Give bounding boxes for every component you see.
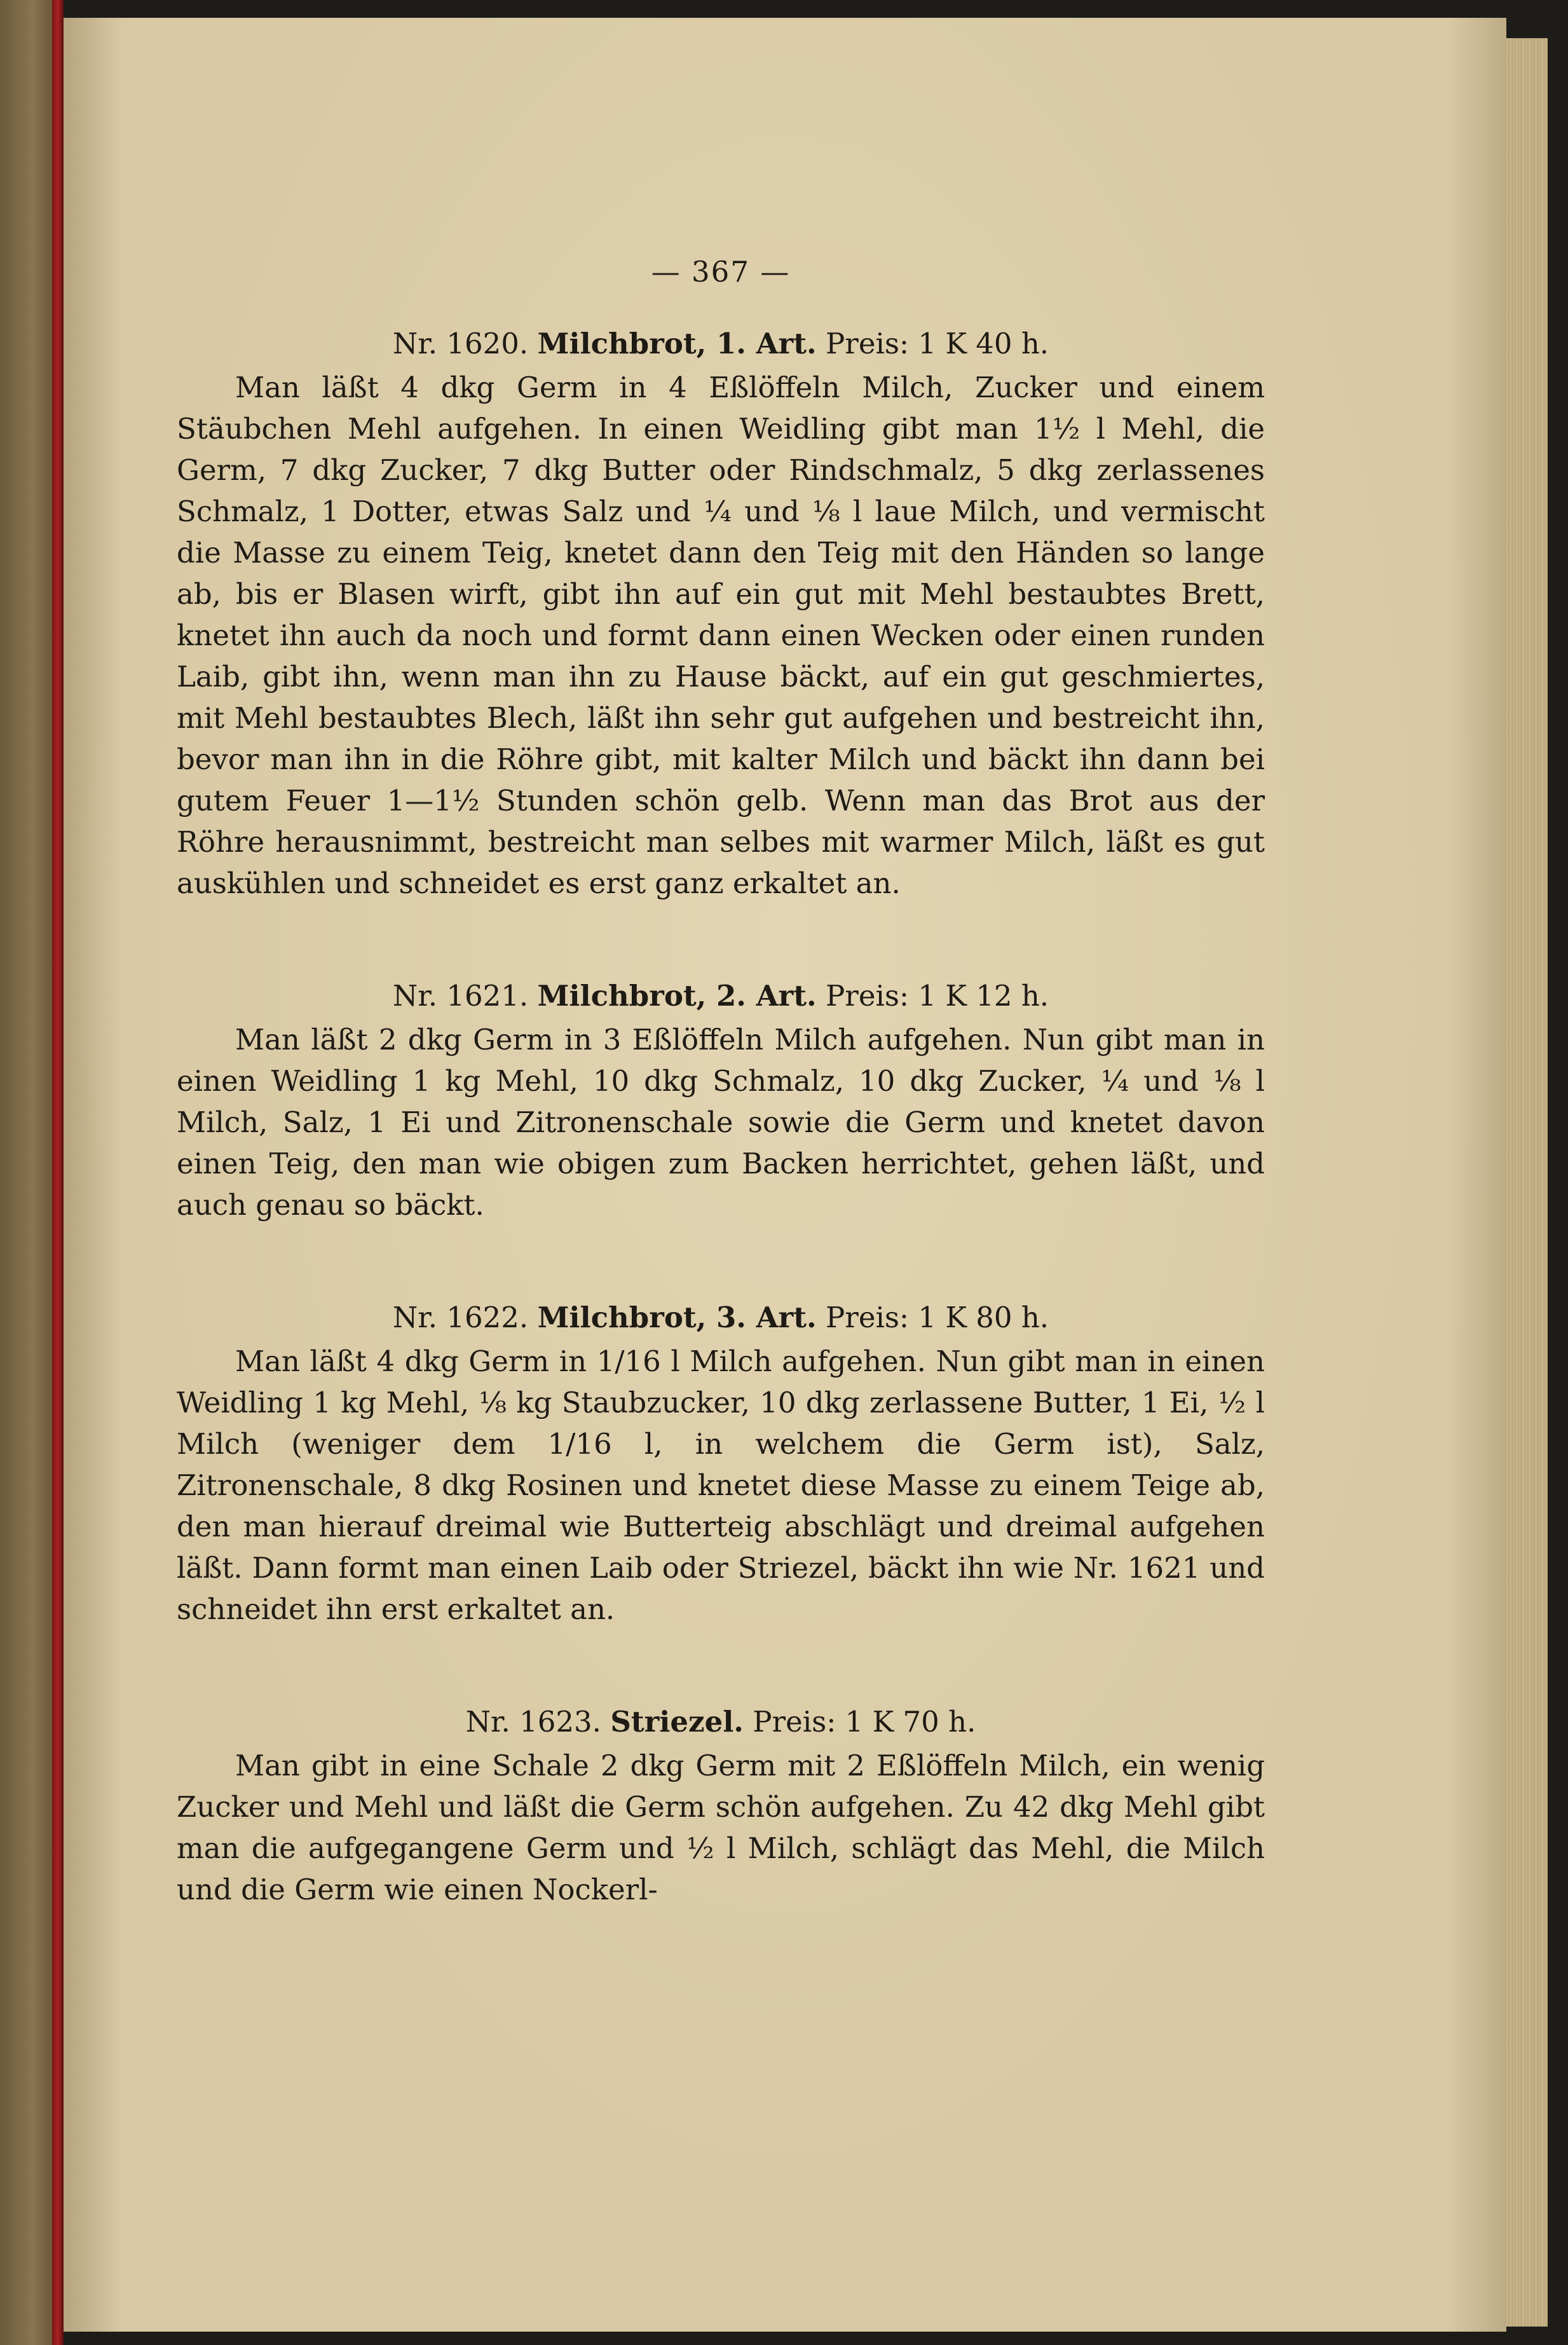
recipe-1623 [177, 1701, 1265, 1910]
left-page-edge [0, 0, 60, 2345]
recipe-title: Striezel. [610, 1705, 744, 1739]
recipe-body: Man läßt 2 dkg Germ in 3 Eßlöffeln Milch aufgehen. Nun gibt man in einen Weidling 1 kg Mehl, 10 dkg Schmalz, 10 dkg Zucker, ¼ und ⅛ l Milch, Salz, 1 Ei und Zitronenschale sowie die Germ und knetet davon einen Teig, den man wie obigen zum Backen herrichtet, gehen läßt, und auch genau so bäckt. [177, 1023, 1265, 1222]
page-number: — 367 — [651, 255, 791, 289]
page-fore-edge [1506, 38, 1548, 2327]
recipe-title: Milchbrot, 1. Art. [537, 327, 817, 360]
book-spine [52, 0, 64, 2345]
recipe-title: Milchbrot, 2. Art. [537, 979, 817, 1013]
recipe-title: Milchbrot, 3. Art. [537, 1301, 817, 1334]
recipe-number: Nr. 1620. [392, 327, 529, 360]
page-text [177, 251, 1265, 1910]
recipe-body: Man läßt 4 dkg Germ in 1/16 l Milch aufgehen. Nun gibt man in einen Weidling 1 kg Mehl, ⅛ kg Staubzucker, 10 dkg zerlassene Butter, 1 Ei, ½ l Milch (weniger dem 1/16 l, in welchem die Germ ist), Salz, Zitronenschale, 8 dkg Rosinen und knetet diese Masse zu einem Teige ab, den man hierauf dreimal wie Butterteig abschlägt und dreimal aufgehen läßt. Dann formt man einen Laib oder Striezel, bäckt ihn wie Nr. 1621 und schneidet ihn erst erkaltet an. [177, 1344, 1265, 1626]
recipe-price: Preis: 1 K 80 h. [826, 1301, 1049, 1334]
recipe-price: Preis: 1 K 40 h. [826, 327, 1049, 360]
recipe-body: Man gibt in eine Schale 2 dkg Germ mit 2 Eßlöffeln Milch, ein wenig Zucker und Mehl und läßt die Germ schön aufgehen. Zu 42 dkg Mehl gibt man die aufgegangene Germ und ½ l Milch, schlägt das Mehl, die Milch und die Germ wie einen Nockerl- [177, 1749, 1265, 1906]
recipe-1621 [177, 975, 1265, 1226]
recipe-heading [177, 1297, 1265, 1338]
recipe-heading [177, 323, 1265, 364]
recipe-body: Man läßt 4 dkg Germ in 4 Eßlöffeln Milch, Zucker und einem Stäubchen Mehl aufgehen. In einen Weidling gibt man 1½ l Mehl, die Germ, 7 dkg Zucker, 7 dkg Butter oder Rindschmalz, 5 dkg zerlassenes Schmalz, 1 Dotter, etwas Salz und ¼ und ⅛ l laue Milch, und vermischt die Masse zu einem Teig, knetet dann den Teig mit den Händen so lange ab, bis er Blasen wirft, gibt ihn auf ein gut mit Mehl bestaubtes Brett, knetet ihn auch da noch und formt dann einen Wecken oder einen runden Laib, gibt ihn, wenn man ihn zu Hause bäckt, auf ein gut geschmiertes, mit Mehl bestaubtes Blech, läßt ihn sehr gut aufgehen und bestreicht ihn, bevor man ihn in die Röhre gibt, mit kalter Milch und bäckt ihn dann bei gutem Feuer 1—1½ Stunden schön gelb. Wenn man das Brot aus der Röhre herausnimmt, bestreicht man selbes mit warmer Milch, läßt es gut auskühlen und schneidet es erst ganz erkaltet an. [177, 371, 1265, 900]
recipe-price: Preis: 1 K 70 h. [753, 1705, 976, 1739]
recipe-price: Preis: 1 K 12 h. [826, 979, 1049, 1013]
recipe-1622 [177, 1297, 1265, 1630]
recipe-number: Nr. 1621. [392, 979, 529, 1013]
recipe-number: Nr. 1622. [392, 1301, 529, 1334]
recipe-heading [177, 975, 1265, 1016]
recipe-1620 [177, 323, 1265, 904]
recipe-number: Nr. 1623. [465, 1705, 601, 1739]
recipe-heading [177, 1701, 1265, 1742]
